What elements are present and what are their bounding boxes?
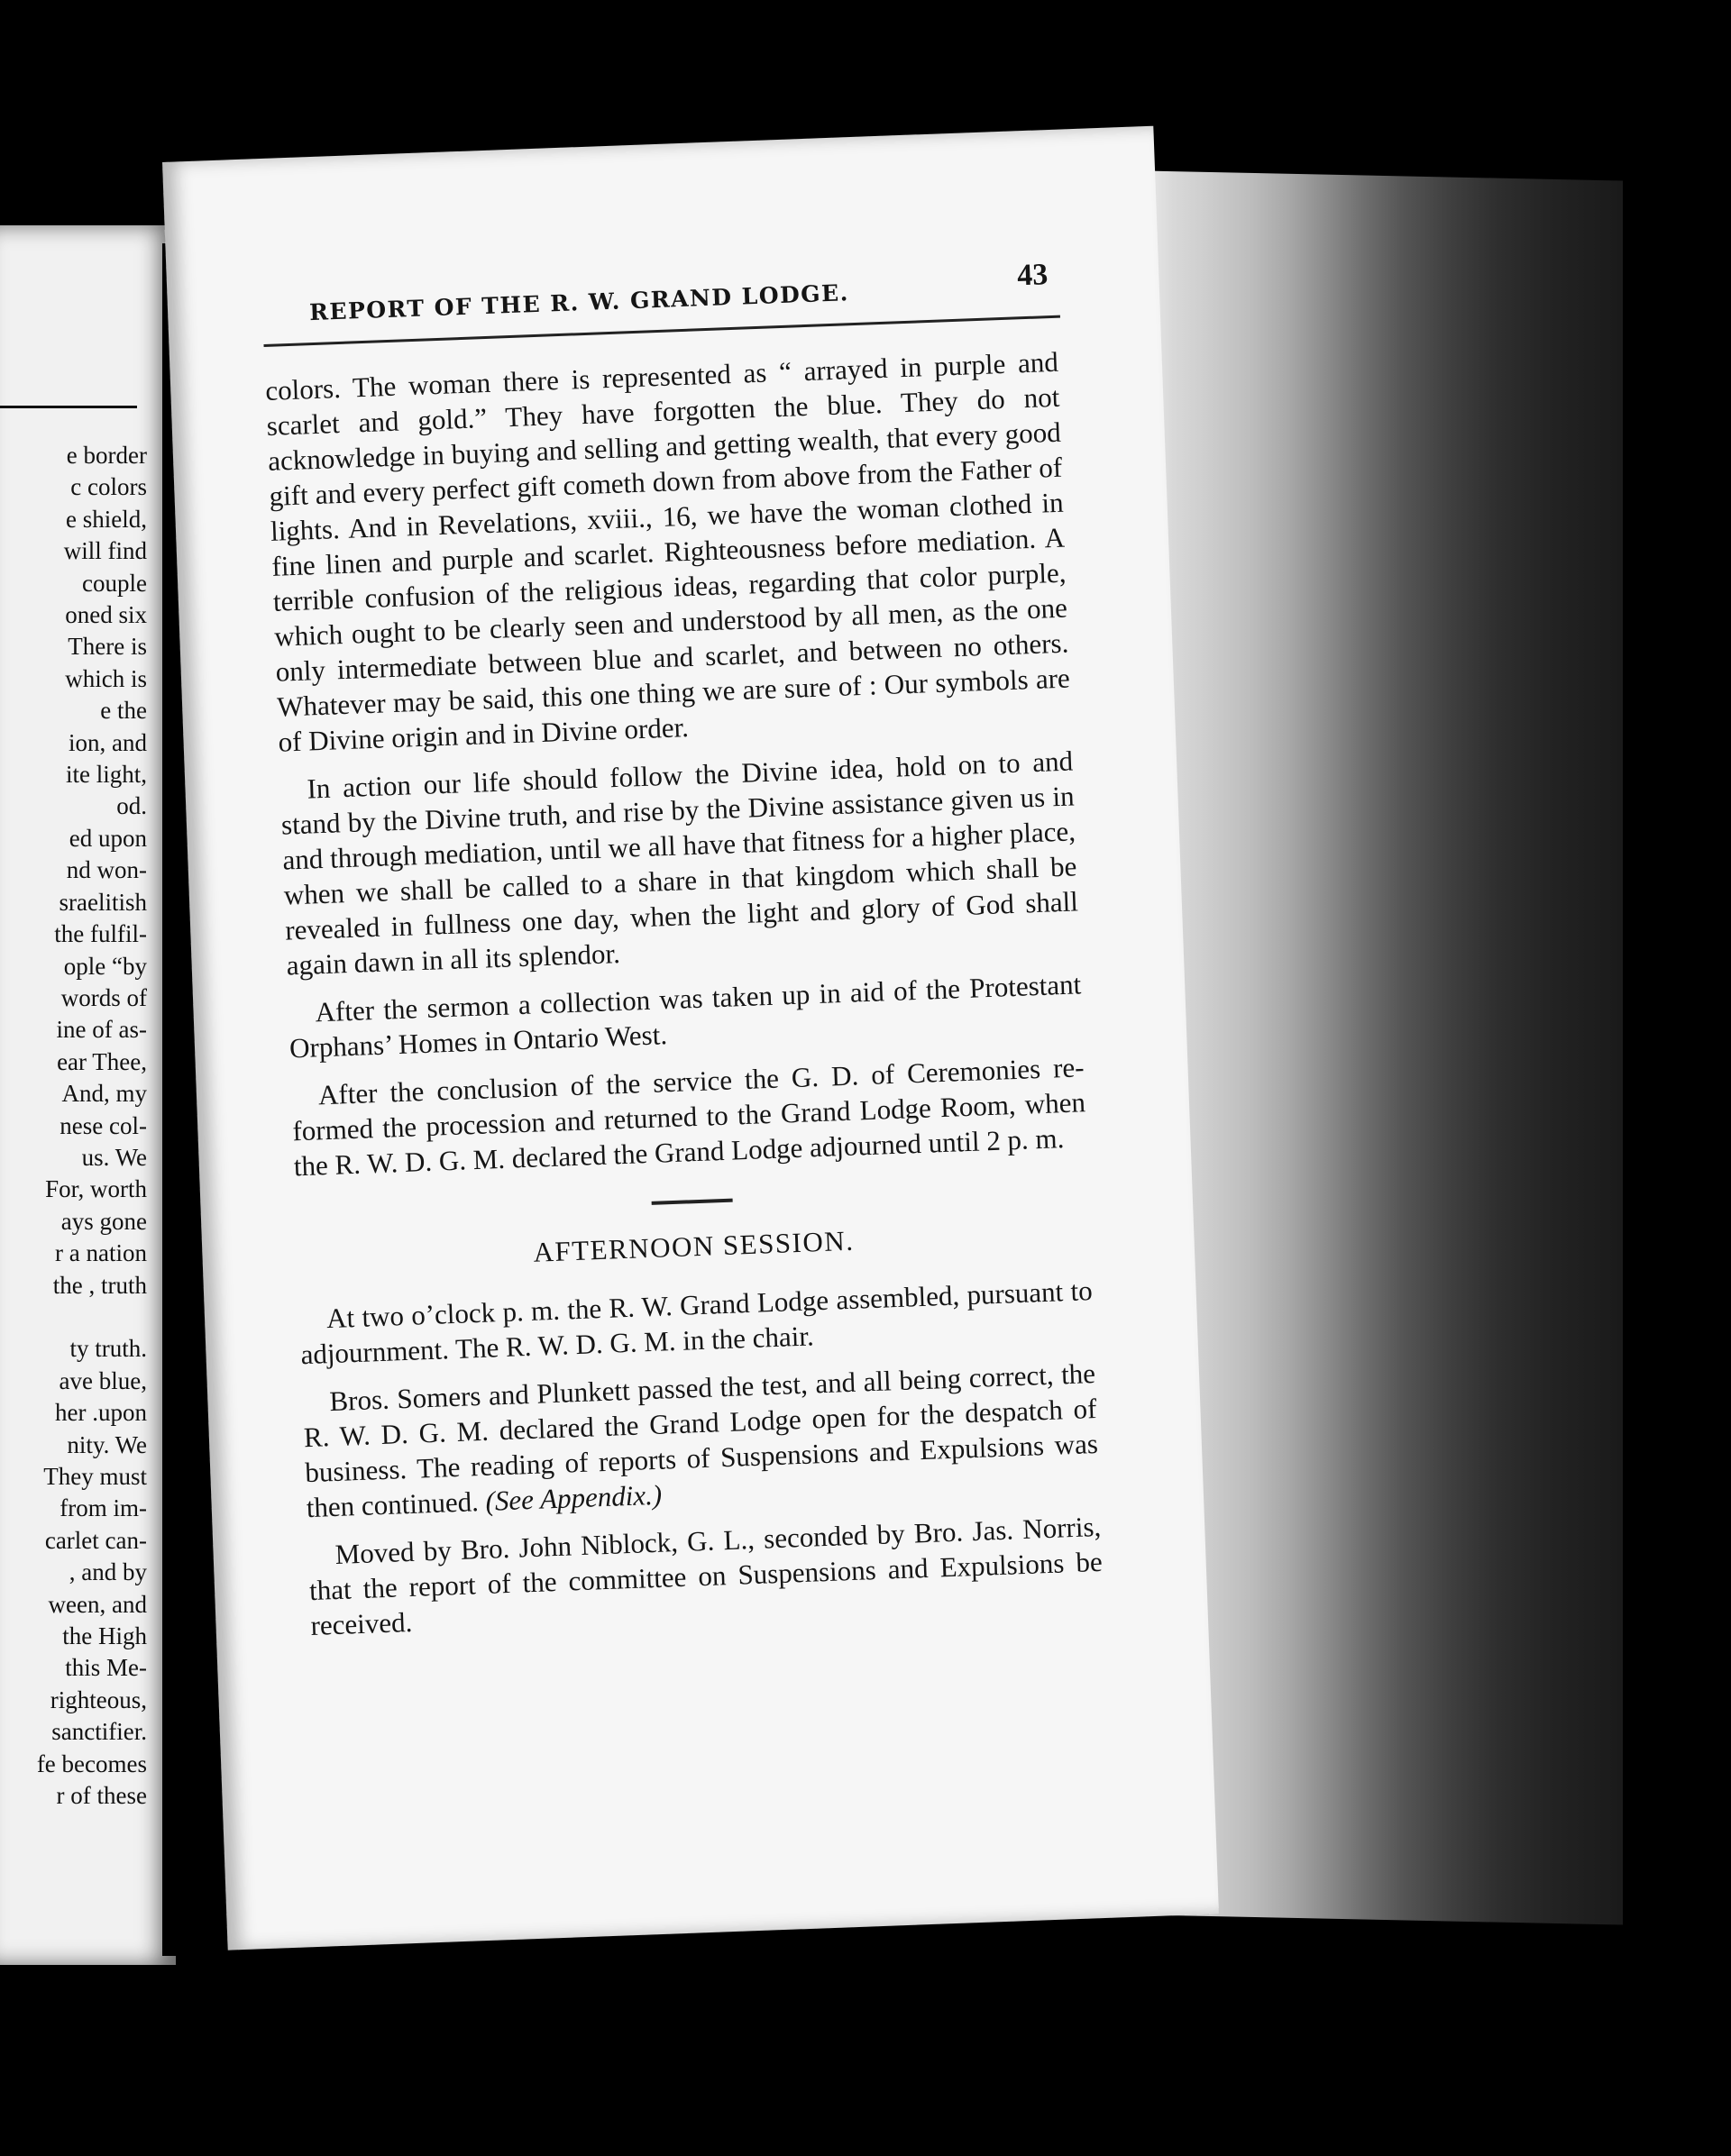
paragraph-collection: After the sermon a collection was taken up in aid of the Protestant Orphans’ Homes in Ontario West. (288, 968, 1082, 1064)
left-page-line: There is (68, 633, 147, 661)
left-page-line: ion, and (69, 728, 147, 756)
left-page-line: nese col- (60, 1111, 147, 1139)
left-page-line: And, my (61, 1080, 147, 1108)
left-page-line: ite light, (66, 761, 147, 789)
left-page-line: oned six (65, 601, 147, 629)
body-text (265, 344, 1104, 1643)
left-page-line: ople “by (63, 952, 147, 980)
left-page-rule (0, 406, 137, 408)
left-page-line: For, worth (45, 1175, 147, 1203)
paragraph-adjourned: After the conclusion of the service the G. D. of Ceremonies re-formed the procession and returned to the Grand Lodge Room, when the R. W. D. G. M. declared the Grand Lodge adjourned until 2 p. m. (291, 1051, 1086, 1183)
left-page-line: sanctifier. (51, 1718, 147, 1746)
paragraph-test (302, 1356, 1100, 1525)
left-page-text (37, 440, 147, 1812)
section-title: AFTERNOON SESSION. (532, 1224, 855, 1268)
left-page-line: e border (66, 442, 147, 469)
left-page-line: od. (116, 792, 147, 820)
left-page-line: r a nation (55, 1239, 147, 1267)
left-page-line: e shield, (66, 505, 147, 533)
left-page (0, 225, 176, 1965)
left-page-line: from im- (60, 1494, 147, 1522)
left-page-line: the , truth (52, 1271, 147, 1299)
left-page-line: , and by (69, 1558, 147, 1586)
left-page-line: sraelitish (59, 888, 147, 916)
left-page-line: us. We (81, 1143, 147, 1171)
paragraph-continuation: colors. The woman there is represented as “ arrayed in purple and scarlet and gold.” They have forgotten the blue. They do not acknowledge in buying and selling and getting wealth, that every good gift and every perfect gift cometh down from above from the Father of lights. And in Revelations, xviii., 16, we have the woman clothed in fine linen and purple and scarlet. Righteousness before mediation. A terrible confusion of the religious ideas, regarding that color purple, which ought to be clearly seen and understood by all men, as the one only intermediate between blue and scarlet, and between no others. Whatever may be said, this one thing we are sure of : Our symbols are of Divine origin and in Divine order. (264, 345, 1071, 758)
left-page-line: They must (43, 1463, 147, 1490)
left-page-line: couple (82, 569, 147, 597)
left-page-line: carlet can- (44, 1526, 147, 1554)
left-page-line: ear Thee, (57, 1047, 147, 1075)
left-page-line: nity. We (67, 1430, 147, 1458)
left-page-line: words of (60, 983, 147, 1011)
left-page-line: her .upon (55, 1399, 147, 1427)
left-page-line: fe becomes (36, 1749, 147, 1777)
paragraph-motion: Moved by Bro. John Niblock, G. L., seconded by Bro. Jas. Norris, that the report of the committee on Suspensions and Expulsions be received. (308, 1510, 1104, 1642)
left-page-line: righteous, (50, 1686, 147, 1713)
left-page-line: will find (63, 537, 147, 565)
page-number: 43 (1016, 258, 1049, 293)
left-page-line: ed upon (69, 824, 147, 852)
running-head (261, 258, 1057, 348)
left-page-line: c colors (70, 473, 147, 501)
left-page-line: ave blue, (59, 1366, 147, 1394)
left-page-line: nd won- (66, 856, 147, 884)
left-page-line: ty truth. (69, 1335, 147, 1363)
left-page-line: the fulfil- (54, 920, 147, 948)
paragraph-assembled: At two o’clock p. m. the R. W. Grand Lodge assembled, pursuant to adjournment. The R. W. D. G. M. in the chair. (299, 1274, 1094, 1371)
page-edges (1145, 170, 1623, 1924)
left-page-line: r of these (56, 1782, 147, 1810)
left-page-line: this Me- (65, 1654, 147, 1682)
paragraph-divine-action: In action our life should follow the Divine idea, hold on to and stand by the Divine truth, and rise by the Divine assistance given us in and through mediation, until we all have that fitness for a higher place, when we shall be called to a share in that kingdom which shall be revealed in fullness one day, when the light and glory of God shall again dawn in all its splendor. (280, 745, 1079, 982)
left-page-line: e the (100, 697, 147, 725)
paragraph-test-text: Bros. Somers and Plunkett passed the test, and all being correct, the R. W. D. G. M. declared the Grand Lodge open for the despatch of business. The reading of reports of Suspensions and Expulsions was then continued. (303, 1357, 1099, 1524)
page-content (261, 258, 1104, 1643)
section-divider (652, 1199, 733, 1205)
left-page-line (37, 1302, 147, 1333)
book-page (162, 126, 1219, 1950)
left-page-line: ween, and (48, 1590, 147, 1618)
appendix-note: (See Appendix.) (484, 1478, 663, 1517)
left-page-line: ays gone (60, 1207, 147, 1235)
left-page-line: which is (65, 664, 147, 692)
left-page-line: the High (62, 1622, 147, 1650)
left-page-line: ine of as- (56, 1016, 147, 1044)
running-title: REPORT OF THE R. W. GRAND LODGE. (308, 279, 850, 326)
